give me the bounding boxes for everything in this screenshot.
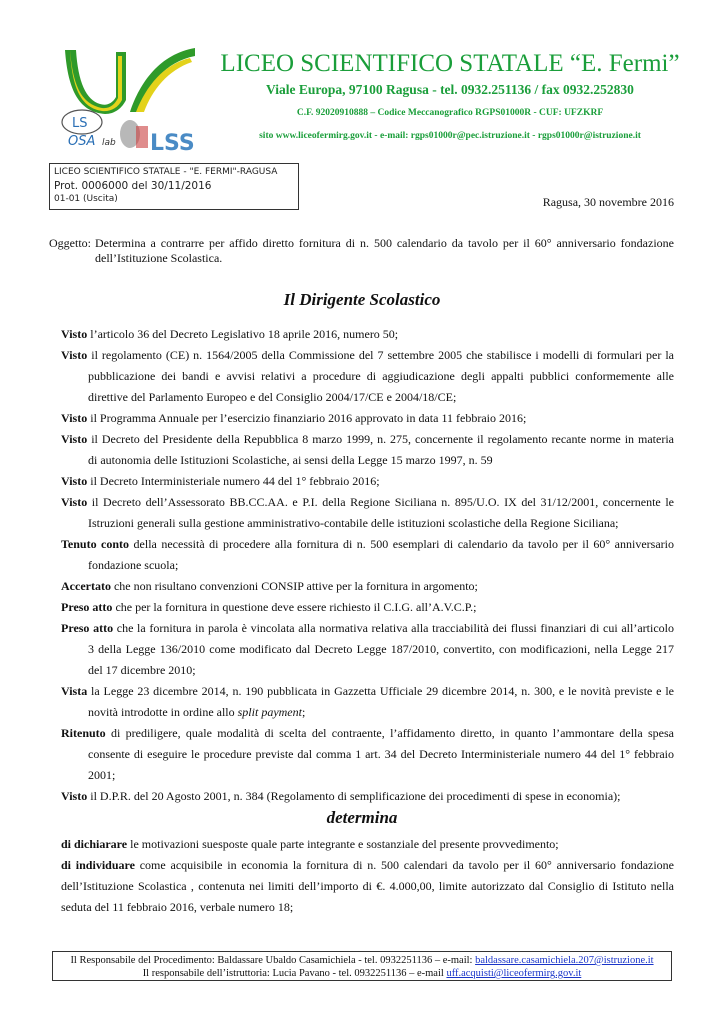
premise-first-line xyxy=(61,681,674,702)
subject-block xyxy=(49,236,674,266)
premise-continuation-line xyxy=(61,660,674,681)
premise-item xyxy=(61,324,674,345)
premise-keyword: Visto xyxy=(61,789,88,803)
heading-dirigente: Il Dirigente Scolastico xyxy=(283,290,441,309)
premise-first-line xyxy=(61,408,674,429)
premise-keyword: Preso atto xyxy=(61,600,113,614)
premise-item xyxy=(61,408,674,429)
premise-first-line xyxy=(61,492,674,513)
premise-keyword: Preso atto xyxy=(61,621,114,635)
premise-continuation-text: Istruzioni generali sulla gestione amministrativo-contabile delle istituzioni scolastiche della Regione Siciliana; xyxy=(88,516,619,530)
premise-text: di prediligere, quale modalità di scelta del contraente, l’affidamento diretto, in quanto l’ammontare della spesa xyxy=(105,726,674,740)
premise-item xyxy=(61,534,674,576)
logo-osa-text: OSA xyxy=(68,134,96,149)
footer-line-1 xyxy=(53,954,671,967)
premise-first-line xyxy=(61,324,674,345)
premise-first-line xyxy=(61,597,674,618)
premise-text: che per la fornitura in questione deve essere richiesto il C.I.G. all’A.V.C.P.; xyxy=(112,600,477,614)
premise-continuation-line xyxy=(61,387,674,408)
premise-item xyxy=(61,429,674,471)
footer-box xyxy=(52,951,672,981)
document-date: Ragusa, 30 novembre 2016 xyxy=(542,195,674,209)
subject-text: Determina a contrarre per affido diretto fornitura di n. 500 calendario da tavolo per il 60° anniversario fondazione dell’Istituzione Scolastica. xyxy=(95,236,674,265)
footer-responsible-email[interactable]: baldassare.casamichiela.207@istruzione.it xyxy=(475,955,654,966)
heading-determina: determina xyxy=(326,808,398,827)
premise-continuation-line xyxy=(61,744,674,765)
footer-instructor-text: Il responsabile dell’istruttoria: Lucia Pavano - tel. 0932251136 – e-mail xyxy=(142,968,447,979)
premise-text: il Decreto del Presidente della Repubblica 8 marzo 1999, n. 275, concernente il regolamento recante norme in materia xyxy=(87,432,674,446)
premise-keyword: Visto xyxy=(61,348,88,362)
premise-keyword: Visto xyxy=(61,327,88,341)
premise-keyword: Visto xyxy=(61,432,88,446)
premise-continuation-text: consente di eseguire le procedure previste dal comma 1 art. 34 del Decreto Interministeriale numero 44 del 1° febbraio xyxy=(88,747,674,761)
logo-lab-text: lab xyxy=(102,138,116,148)
premise-continuation-text: novità introdotte in ordine allo xyxy=(88,705,238,719)
premise-first-line xyxy=(61,723,674,744)
logo-lss-text: LSS xyxy=(150,131,195,154)
decision-item xyxy=(61,855,674,918)
premise-first-line xyxy=(61,786,674,807)
premise-continuation-text: 2001; xyxy=(88,768,116,782)
decision-keyword: di dichiarare xyxy=(61,837,128,851)
school-website[interactable]: sito www.liceofermirg.gov.it - e-mail: rgps01000r@pec.istruzione.it - rgps01000r@istruzione.it xyxy=(259,131,641,141)
premise-first-line xyxy=(61,429,674,450)
premise-continuation-line xyxy=(61,513,674,534)
decision-continuation-line: seduta del 11 febbraio 2016, verbale numero 18; xyxy=(61,900,294,914)
premise-text: la Legge 23 dicembre 2014, n. 190 pubblicata in Gazzetta Ufficiale 29 dicembre 2014, n. 300, e le novità previste e le xyxy=(87,684,674,698)
premise-item xyxy=(61,597,674,618)
premise-text: della necessità di procedere alla fornitura di n. 500 esemplari di calendario da tavolo per il 60° anniversario xyxy=(129,537,674,551)
premise-text: il Decreto dell’Assessorato BB.CC.AA. e P.I. della Regione Siciliana n. 895/U.O. IX del 31/12/2001, concernente le xyxy=(87,495,674,509)
premise-text: il regolamento (CE) n. 1564/2005 della Commissione del 7 settembre 2005 che stabilisce i modelli di formulari per la xyxy=(87,348,674,362)
premise-continuation-line xyxy=(61,639,674,660)
protocol-stamp xyxy=(49,163,299,210)
premise-first-line xyxy=(61,576,674,597)
premise-continuation-line xyxy=(61,555,674,576)
premise-continuation-line xyxy=(61,702,674,723)
premise-continuation-line xyxy=(61,366,674,387)
premise-text: il Programma Annuale per l’esercizio finanziario 2016 approvato in data 11 febbraio 2016; xyxy=(87,411,527,425)
premise-continuation-text: direttive del Parlamento Europeo e del Consiglio 2004/17/CE e 2004/18/CE; xyxy=(88,390,457,404)
premise-continuation-line xyxy=(61,450,674,471)
subject-label: Oggetto: xyxy=(49,236,91,250)
premise-keyword: Ritenuto xyxy=(61,726,106,740)
logo-ls-text: LS xyxy=(72,116,88,131)
premise-text: l’articolo 36 del Decreto Legislativo 18 aprile 2016, numero 50; xyxy=(87,327,399,341)
premise-text: che la fornitura in parola è vincolata alla normativa relativa alla tracciabilità dei flussi finanziari di cui all’articolo xyxy=(113,621,674,635)
school-address: Viale Europa, 97100 Ragusa - tel. 0932.251136 / fax 0932.252830 xyxy=(266,82,634,97)
premise-text: il D.P.R. del 20 Agosto 2001, n. 384 (Regolamento di semplificazione dei procedimenti di spese in economia); xyxy=(87,789,621,803)
premise-item xyxy=(61,471,674,492)
decision-text: come acquisibile in economia la fornitura di n. 500 calendari da tavolo per il 60° anniversario fondazione xyxy=(134,858,675,872)
premise-keyword: Accertato xyxy=(61,579,111,593)
school-logo xyxy=(60,42,200,154)
premise-text: il Decreto Interministeriale numero 44 del 1° febbraio 2016; xyxy=(87,474,380,488)
decision-continuation-line: dell’Istituzione Scolastica , contenuta nei limiti dell’importo di €. 4.000,00, limite autorizzato dal Consiglio di Istituto nella xyxy=(61,879,674,893)
decision-line xyxy=(61,834,674,855)
premise-continuation-text: fondazione scuola; xyxy=(88,558,179,572)
premise-item xyxy=(61,723,674,786)
decision-line xyxy=(61,855,674,876)
stamp-classification: 01-01 (Uscita) xyxy=(54,194,118,204)
footer-instructor-email[interactable]: uff.acquisti@liceofermirg.gov.it xyxy=(446,968,582,979)
premise-first-line xyxy=(61,534,674,555)
premise-continuation-text: 3 della Legge 136/2010 come modificato dal Decreto Legge 187/2010, convertito, con modificazioni, nella Legge 217 xyxy=(88,642,674,656)
premise-first-line xyxy=(61,471,674,492)
premise-continuation-line xyxy=(61,765,674,786)
premise-italic-term: split payment xyxy=(237,705,302,719)
premise-first-line xyxy=(61,618,674,639)
stamp-protocol-number: Prot. 0006000 del 30/11/2016 xyxy=(54,179,212,192)
premise-text: che non risultano convenzioni CONSIP attive per la fornitura in argomento; xyxy=(110,579,478,593)
premise-keyword: Visto xyxy=(61,411,88,425)
premise-first-line xyxy=(61,345,674,366)
decision-item xyxy=(61,834,674,855)
premise-keyword: Vista xyxy=(61,684,88,698)
school-name: LICEO SCIENTIFICO STATALE “E. Fermi” xyxy=(220,50,680,77)
premise-continuation-text: del 17 dicembre 2010; xyxy=(88,663,196,677)
premise-item xyxy=(61,576,674,597)
premise-keyword: Tenuto conto xyxy=(61,537,130,551)
premise-item xyxy=(61,681,674,723)
premise-item xyxy=(61,492,674,534)
premise-keyword: Visto xyxy=(61,474,88,488)
stamp-institution: LICEO SCIENTIFICO STATALE - "E. FERMI"-RAGUSA xyxy=(54,167,278,177)
footer-responsible-text: Il Responsabile del Procedimento: Baldassare Ubaldo Casamichiela - tel. 0932251136 – e-mail: xyxy=(70,955,476,966)
school-codes: C.F. 92020910888 – Codice Meccanografico RGPS01000R - CUF: UFZKRF xyxy=(296,108,604,118)
decision-text: le motivazioni suesposte quale parte integrante e sostanziale del presente provvedimento; xyxy=(127,837,559,851)
premise-keyword: Visto xyxy=(61,495,88,509)
premise-continuation-text: di autonomia delle Istituzioni Scolastiche, ai sensi della Legge 15 marzo 1997, n. 59 xyxy=(88,453,493,467)
premise-item xyxy=(61,345,674,408)
premise-item xyxy=(61,618,674,681)
premise-tail-punct: ; xyxy=(301,705,306,719)
footer-line-2 xyxy=(53,967,671,980)
decision-keyword: di individuare xyxy=(61,858,135,872)
premise-continuation-text: pubblicazione dei bandi e avvisi relativi a procedure di aggiudicazione degli appalti pubblici conformemente alle xyxy=(88,369,674,383)
premise-item xyxy=(61,786,674,807)
